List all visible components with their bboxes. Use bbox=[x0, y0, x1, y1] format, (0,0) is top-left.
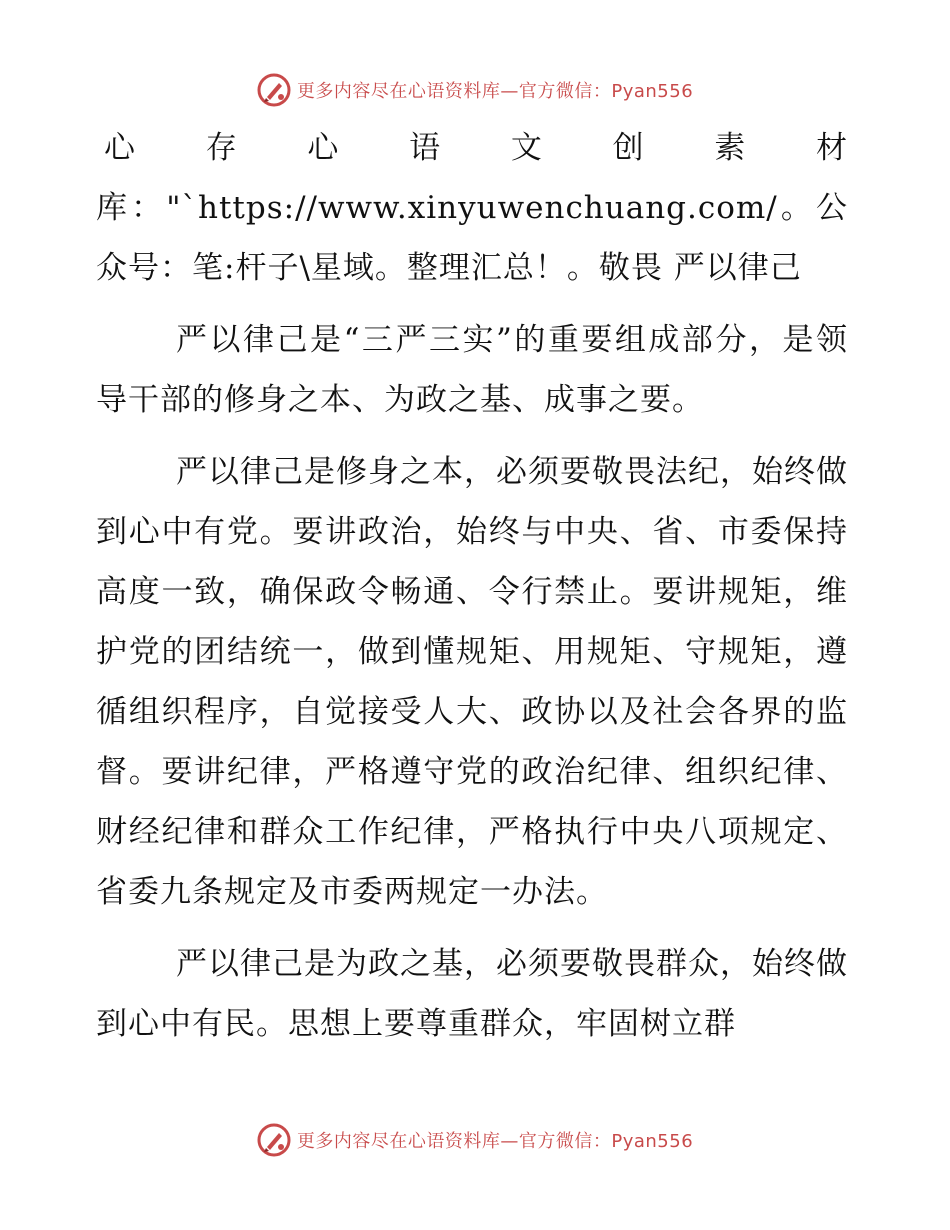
document-body bbox=[96, 118, 848, 1054]
paragraph-self-cultivation: 严以律己是修身之本，必须要敬畏法纪，始终做到心中有党。要讲政治，始终与中央、省、市委保持高度一致，确保政令畅通、令行禁止。要讲规矩，维护党的团结统一，做到懂规矩、用规矩、守规矩，遵循组织程序，自觉接受人大、政协以及社会各界的监督。要讲纪律，严格遵守党的政治纪律、组织纪律、财经纪律和群众工作纪律，严格执行中央八项规定、省委九条规定及市委两规定一办法。 bbox=[96, 454, 848, 910]
banner-text bbox=[297, 1127, 693, 1153]
paragraph-governance: 严以律己是为政之基，必须要敬畏群众，始终做到心中有民。思想上要尊重群众，牢固树立群 bbox=[96, 946, 848, 1042]
banner-prefix: 更多内容尽在心语资料库 bbox=[296, 81, 501, 102]
banner-wechat-id: Pyan556 bbox=[611, 81, 694, 102]
banner-wechat-label: 官方微信： bbox=[518, 1131, 612, 1152]
paragraph-source-note: 心存心语文创素材库："`https://www.xinyuwenchuang.com/。公众号：笔:杆子\星域。整理汇总！。敬畏 严以律己 bbox=[96, 130, 848, 286]
pen-nib-logo-icon bbox=[257, 1123, 291, 1157]
banner-text bbox=[297, 77, 693, 103]
banner-wechat-id: Pyan556 bbox=[611, 1131, 694, 1152]
pen-nib-logo-icon bbox=[257, 73, 291, 107]
banner-wechat-label: 官方微信： bbox=[518, 81, 612, 102]
header-watermark-banner bbox=[0, 70, 950, 110]
banner-prefix: 更多内容尽在心语资料库 bbox=[296, 1131, 501, 1152]
banner-dash: — bbox=[500, 1131, 519, 1152]
footer-watermark-banner bbox=[0, 1120, 950, 1160]
paragraph-intro: 严以律己是“三严三实”的重要组成部分，是领导干部的修身之本、为政之基、成事之要。 bbox=[96, 322, 848, 418]
banner-dash: — bbox=[500, 81, 519, 102]
